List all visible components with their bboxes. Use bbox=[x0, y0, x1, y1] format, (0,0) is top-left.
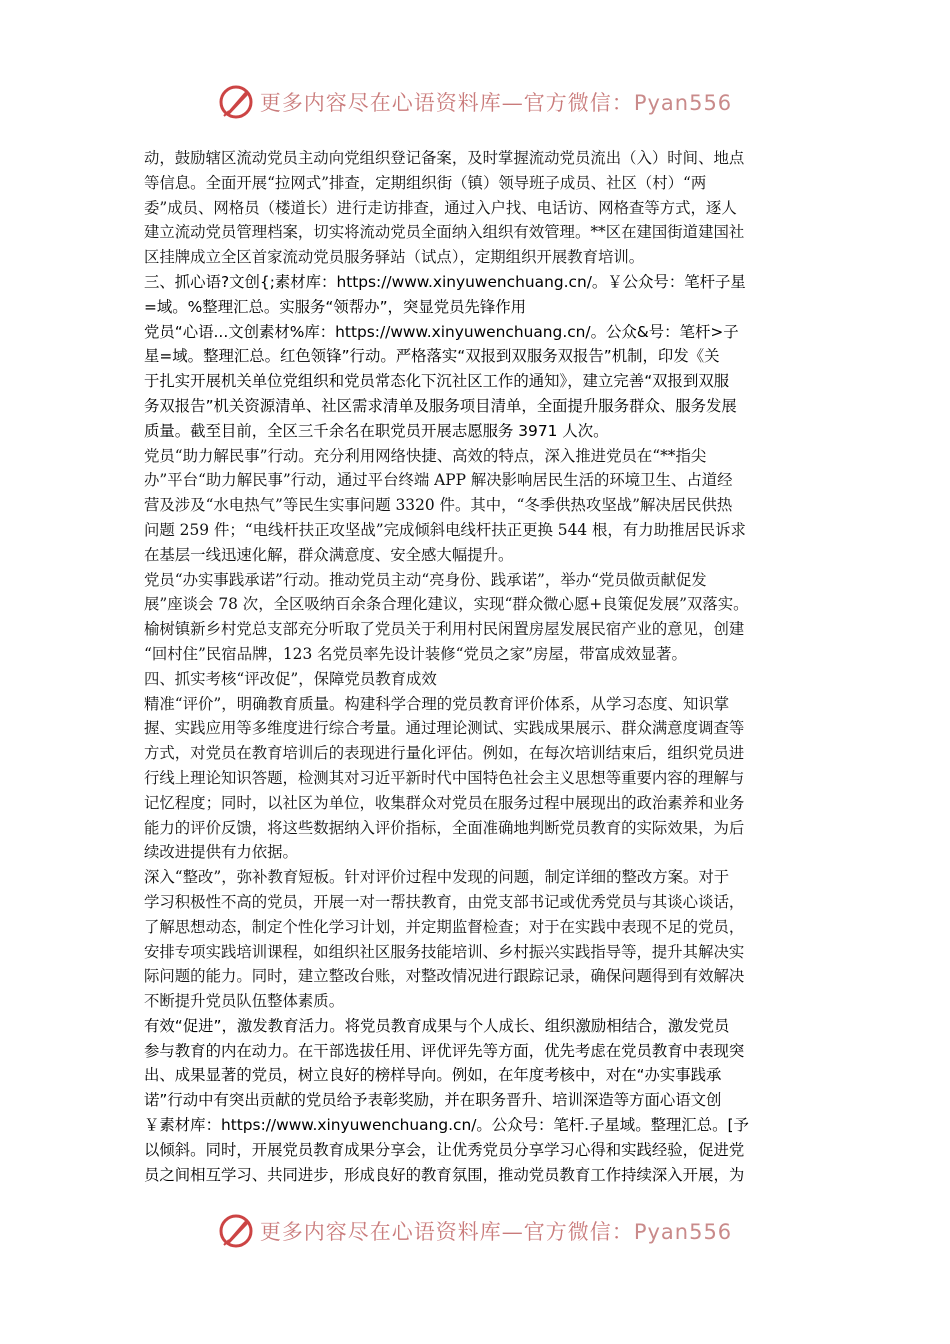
text-line: 务双报告”机关资源清单、社区需求清单及服务项目清单，全面提升服务群众、服务发展 bbox=[144, 396, 737, 415]
text-line: 方式，对党员在教育培训后的表现进行量化评估。例如，在每次培训结束后，组织党员进 bbox=[144, 744, 745, 763]
text-line: ￥素材库：https://www.xinyuwenchuang.cn/。公众号：笔杆.子星域。整理汇总。[予 bbox=[144, 1116, 749, 1135]
text-line: 榆树镇新乡村党总支部充分听取了党员关于利用村民闲置房屋发展民宿产业的意见，创建 bbox=[144, 620, 745, 639]
text-line: 出、成果显著的党员，树立良好的榜样导向。例如，在年度考核中，对在“办实事践承 bbox=[144, 1066, 722, 1085]
text-line: 党员“心语...文创素材%库：https://www.xinyuwenchuang.cn/。公众&号：笔杆>子 bbox=[144, 322, 739, 341]
text-line: 营及涉及“水电热气”等民生实事问题 3320 件。其中，“冬季供热攻坚战”解决居民供热 bbox=[144, 496, 733, 515]
document-body bbox=[144, 146, 812, 1187]
text-line: 有效“促进”，激发教育活力。将党员教育成果与个人成长、组织激励相结合，激发党员 bbox=[144, 1016, 730, 1035]
text-line: 办”平台“助力解民事”行动，通过平台终端 APP 解决影响居民生活的环境卫生、占道经 bbox=[144, 471, 733, 490]
banner-slogan: 更多内容尽在心语资料库—官方微信： bbox=[259, 1220, 634, 1244]
text-line: 不断提升党员队伍整体素质。 bbox=[144, 992, 345, 1011]
text-line: 等信息。全面开展“拉网式”排查，定期组织街（镇）领导班子成员、社区（村）“两 bbox=[144, 173, 707, 192]
text-line: 委”成员、网格员（楼道长）进行走访排查，通过入户找、电话访、网格查等方式，逐人 bbox=[144, 198, 737, 217]
text-line: 以倾斜。同时，开展党员教育成果分享会，让优秀党员分享学习心得和实践经验，促进党 bbox=[144, 1140, 745, 1159]
text-line: 党员“助力解民事”行动。充分利用网络快捷、高效的特点，深入推进党员在“**指尖 bbox=[144, 446, 707, 465]
text-line: “回村住”民宿品牌，123 名党员率先设计装修“党员之家”房屋，带富成效显著。 bbox=[144, 644, 687, 663]
text-line: 学习积极性不高的党员，开展一对一帮扶教育，由党支部书记或优秀党员与其谈心谈话， bbox=[144, 892, 745, 911]
text-line: 三、抓心语?文创{;素材库：https://www.xinyuwenchuang.cn/。￥公众号：笔杆子星 bbox=[144, 272, 746, 291]
text-line: 问题 259 件；“电线杆扶正攻坚战”完成倾斜电线杆扶正更换 544 根，有力助推居民诉求 bbox=[144, 520, 746, 539]
text-line: 参与教育的内在动力。在干部选拔任用、评优评先等方面，优先考虑在党员教育中表现突 bbox=[144, 1041, 745, 1060]
header-banner bbox=[0, 78, 950, 126]
text-line: 握、实践应用等多维度进行综合考量。通过理论测试、实践成果展示、群众满意度调查等 bbox=[144, 719, 745, 738]
feather-pen-logo-icon bbox=[218, 1213, 254, 1249]
text-line: 深入“整改”，弥补教育短板。针对评价过程中发现的问题，制定详细的整改方案。对于 bbox=[144, 868, 730, 887]
text-line: 四、抓实考核“评改促”，保障党员教育成效 bbox=[144, 669, 437, 688]
text-line: 行线上理论知识答题，检测其对习近平新时代中国特色社会主义思想等重要内容的理解与 bbox=[144, 768, 745, 787]
text-line: 员之间相互学习、共同进步，形成良好的教育氛围，推动党员教育工作持续深入开展，为 bbox=[144, 1165, 745, 1184]
text-line: 精准“评价”，明确教育质量。构建科学合理的党员教育评价体系，从学习态度、知识掌 bbox=[144, 694, 730, 713]
footer-banner bbox=[0, 1207, 950, 1255]
text-line: 党员“办实事践承诺”行动。推动党员主动“亮身份、践承诺”，举办“党员做贡献促发 bbox=[144, 570, 707, 589]
feather-pen-logo-icon bbox=[218, 84, 254, 120]
banner-wechat-id: Pyan556 bbox=[633, 91, 733, 115]
text-line: 际问题的能力。同时，建立整改台账，对整改情况进行跟踪记录，确保问题得到有效解决 bbox=[144, 967, 745, 986]
banner-slogan: 更多内容尽在心语资料库—官方微信： bbox=[259, 91, 634, 115]
text-line: 能力的评价反馈，将这些数据纳入评价指标，全面准确地判断党员教育的实际效果，为后 bbox=[144, 818, 745, 837]
text-line: 质量。截至目前，全区三千余名在职党员开展志愿服务 3971 人次。 bbox=[144, 421, 609, 440]
text-line: 在基层一线迅速化解，群众满意度、安全感大幅提升。 bbox=[144, 545, 514, 564]
text-line: 安排专项实践培训课程，如组织社区服务技能培训、乡村振兴实践指导等，提升其解决实 bbox=[144, 942, 745, 961]
text-line: 建立流动党员管理档案，切实将流动党员全面纳入组织有效管理。**区在建国街道建国社 bbox=[144, 223, 745, 242]
text-line: =域。%整理汇总。实服务“领帮办”，突显党员先锋作用 bbox=[144, 297, 527, 316]
banner-text bbox=[260, 87, 732, 117]
text-line: 续改进提供有力依据。 bbox=[144, 843, 298, 862]
banner-text bbox=[260, 1216, 732, 1246]
text-line: 区挂牌成立全区首家流动党员服务驿站（试点），定期组织开展教育培训。 bbox=[144, 248, 645, 267]
text-line: 了解思想动态，制定个性化学习计划，并定期监督检查；对于在实践中表现不足的党员， bbox=[144, 917, 745, 936]
text-line: 展”座谈会 78 次，全区吸纳百余条合理化建议，实现“群众微心愿+良策促发展”双落实。 bbox=[144, 595, 749, 614]
text-line: 于扎实开展机关单位党组织和党员常态化下沉社区工作的通知》，建立完善“双报到双服 bbox=[144, 372, 730, 391]
banner-wechat-id: Pyan556 bbox=[633, 1220, 733, 1244]
text-line: 星=域。整理汇总。红色领锋”行动。严格落实“双报到双服务双报告”机制，印发《关 bbox=[144, 347, 720, 366]
text-line: 动，鼓励辖区流动党员主动向党组织登记备案，及时掌握流动党员流出（入）时间、地点 bbox=[144, 149, 745, 167]
text-line: 记忆程度；同时，以社区为单位，收集群众对党员在服务过程中展现出的政治素养和业务 bbox=[144, 793, 745, 812]
text-line: 诺”行动中有突出贡献的党员给予表彰奖励，并在职务晋升、培训深造等方面心语文创 bbox=[144, 1091, 722, 1110]
